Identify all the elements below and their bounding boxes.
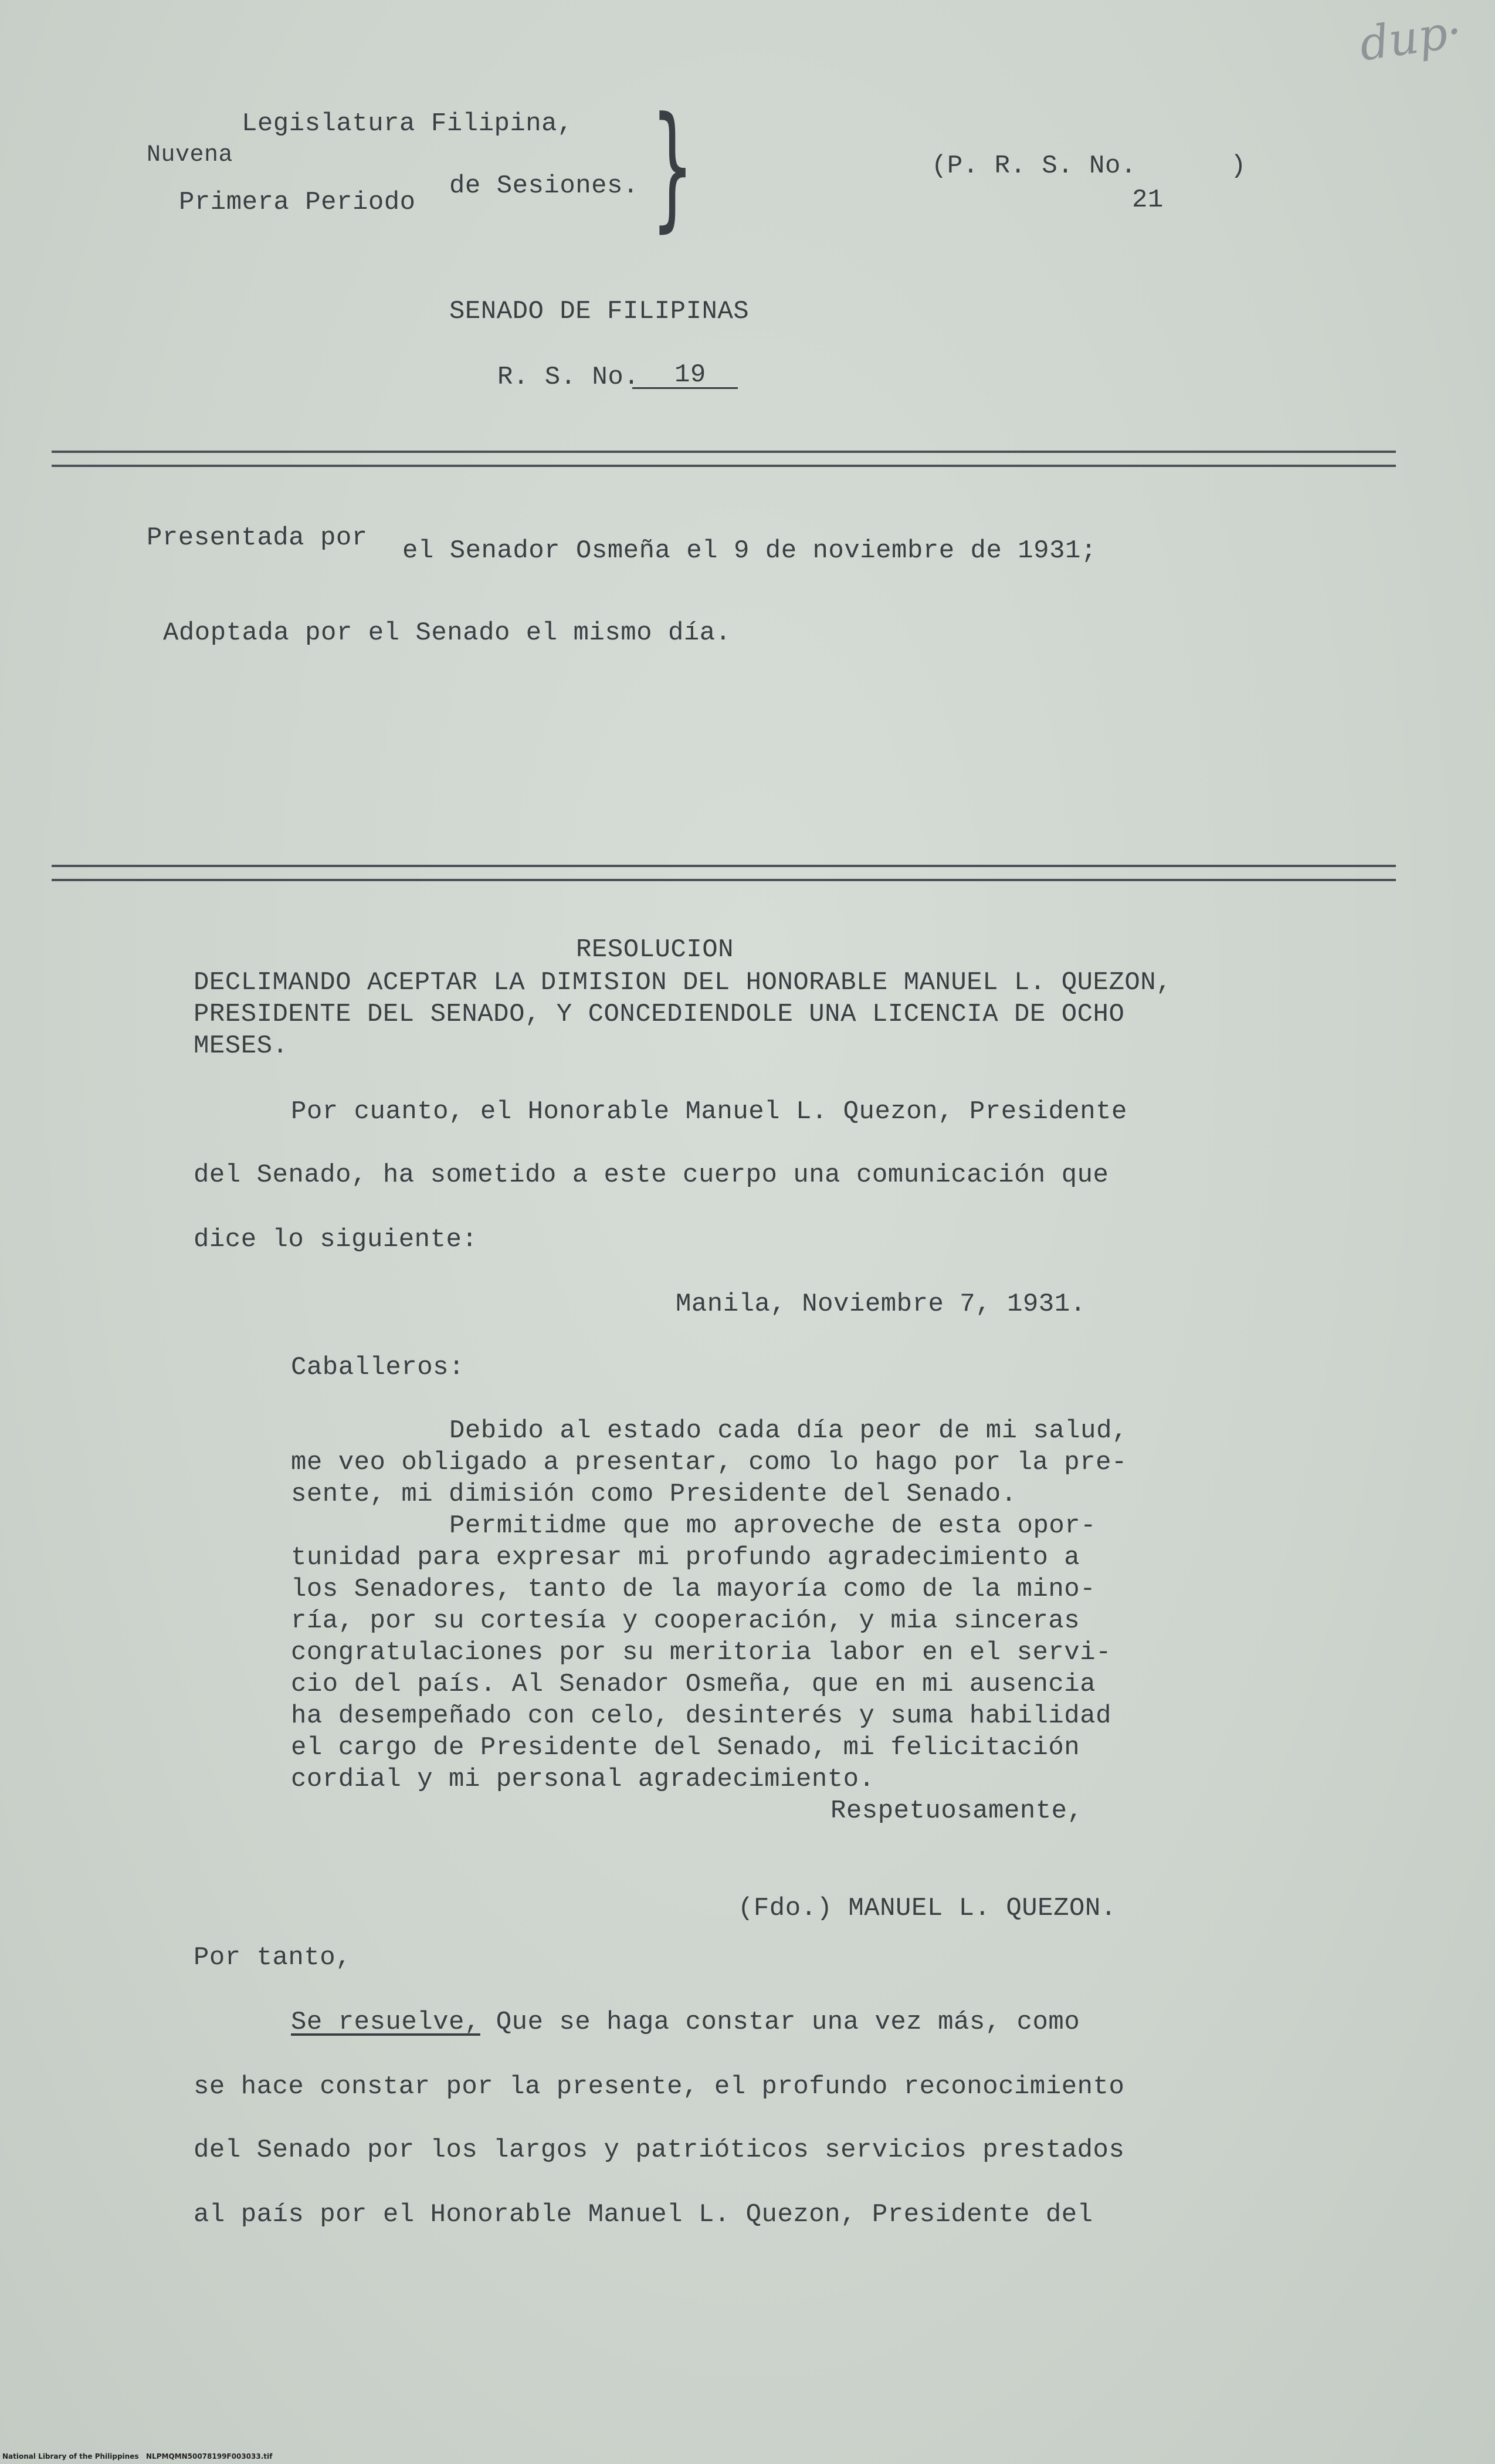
nuvena-label: Nuvena [147, 142, 233, 168]
letter-signature: (Fdo.) MANUEL L. QUEZON. [738, 1894, 1117, 1923]
prs-close-paren: ) [1230, 151, 1246, 181]
prs-number: 21 [1132, 185, 1164, 215]
primera-periodo-label: Primera Periodo [179, 188, 416, 217]
letter-body-line: ha desempeñado con celo, desinterés y suma habilidad [291, 1701, 1112, 1731]
legislature-label: Legislatura Filipina, [242, 109, 573, 138]
therefore-label: Por tanto, [194, 1943, 352, 1972]
resolved-body-line: del Senado por los largos y patrióticos servicios prestados [194, 2135, 1125, 2165]
letter-body-line: ría, por su cortesía y cooperación, y mia sinceras [291, 1606, 1080, 1636]
divider-rule [52, 451, 1396, 453]
divider-rule [52, 865, 1396, 867]
resolved-text: Que se haga constar una vez más, como [480, 2008, 1080, 2037]
letter-body-line: tunidad para expresar mi profundo agradecimiento a [291, 1543, 1080, 1572]
letter-body-line: el cargo de Presidente del Senado, mi felicitación [291, 1733, 1080, 1762]
letter-body-line: me veo obligado a presentar, como lo hago por la pre- [291, 1448, 1127, 1477]
senate-title: SENADO DE FILIPINAS [449, 297, 750, 326]
presented-label: Presentada por [147, 523, 368, 553]
resolved-label: Se resuelve, [291, 2008, 480, 2037]
divider-rule [52, 879, 1396, 881]
handwritten-annotation: dup· [1356, 5, 1466, 72]
sesiones-label: de Sesiones. [449, 171, 639, 201]
letter-body-line: sente, mi dimisión como Presidente del Senado. [291, 1480, 1017, 1509]
whereas-line: dice lo siguiente: [194, 1225, 478, 1254]
resolved-body-line: al país por el Honorable Manuel L. Quezon, Presidente del [194, 2200, 1093, 2229]
letter-salutation: Caballeros: [291, 1353, 465, 1382]
divider-rule [52, 465, 1396, 467]
rs-label: R. S. No. [497, 363, 640, 392]
presented-text: el Senador Osmeña el 9 de noviembre de 1931; [402, 536, 1097, 566]
letter-closing: Respetuosamente, [830, 1796, 1083, 1826]
letter-body-line: Permitidme que mo aproveche de esta opor- [449, 1511, 1097, 1541]
rs-number-value: 19 [674, 360, 706, 390]
letter-body-line: cordial y mi personal agradecimiento. [291, 1765, 875, 1794]
letter-body-line: Debido al estado cada día peor de mi salud, [449, 1416, 1128, 1446]
letter-date: Manila, Noviembre 7, 1931. [676, 1289, 1086, 1319]
adopted-text: Adoptada por el Senado el mismo día. [163, 618, 731, 648]
resolved-body-line: se hace constar por la presente, el profundo reconocimiento [194, 2072, 1125, 2101]
whereas-line: Por cuanto, el Honorable Manuel L. Quezon, Presidente [291, 1097, 1127, 1126]
brace-symbol: } [651, 89, 694, 245]
resolved-line [291, 2006, 1080, 2038]
subject-line: PRESIDENTE DEL SENADO, Y CONCEDIENDOLE UNA LICENCIA DE OCHO [194, 1000, 1125, 1029]
whereas-line: del Senado, ha sometido a este cuerpo una comunicación que [194, 1160, 1109, 1190]
archive-footer: National Library of the Philippines NLPMQMN50078199F003033.tif [2, 2452, 273, 2460]
subject-line: MESES. [194, 1031, 289, 1061]
subject-line: DECLIMANDO ACEPTAR LA DIMISION DEL HONORABLE MANUEL L. QUEZON, [194, 968, 1172, 997]
letter-body-line: los Senadores, tanto de la mayoría como de la mino- [291, 1575, 1096, 1604]
prs-label: (P. R. S. No. [931, 151, 1137, 181]
letter-body-line: congratulaciones por su meritoria labor en el servi- [291, 1638, 1112, 1667]
resolution-heading: RESOLUCION [576, 935, 734, 964]
letter-body-line: cio del país. Al Senador Osmeña, que en mi ausencia [291, 1670, 1096, 1699]
